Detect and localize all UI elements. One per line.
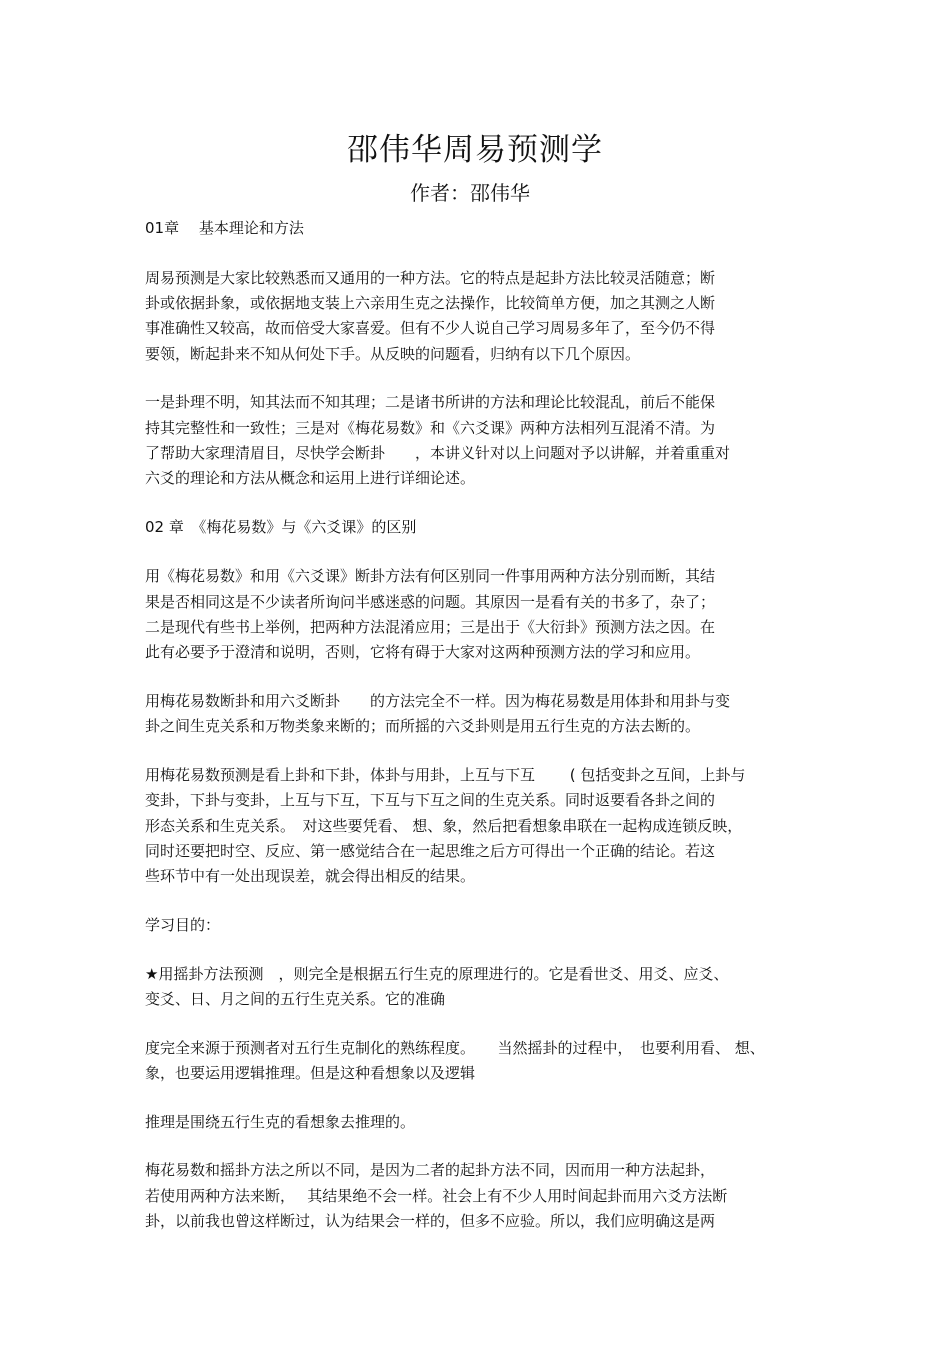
text-line: 度完全来源于预测者对五行生克制化的熟练程度。 当然摇卦的过程中， 也要利用看、 想、 xyxy=(145,1039,765,1057)
text-line: 用《梅花易数》和用《六爻课》断卦方法有何区别同一件事用两种方法分别而断，其结 xyxy=(145,567,716,585)
text-line: 变爻、日、月之间的五行生克关系。它的准确 xyxy=(145,990,446,1008)
text-line: 梅花易数和摇卦方法之所以不同，是因为二者的起卦方法不同，因而用一种方法起卦， xyxy=(145,1161,716,1179)
chapter-heading: 02 章 《梅花易数》与《六爻课》的区别 xyxy=(145,518,417,536)
text-line: 要领，断起卦来不知从何处下手。从反映的问题看，归纳有以下几个原因。 xyxy=(145,345,641,363)
text-line: 周易预测是大家比较熟悉而又通用的一种方法。它的特点是起卦方法比较灵活随意；断 xyxy=(145,269,716,287)
chapter-heading: 01章 基本理论和方法 xyxy=(145,219,304,237)
section-label: 学习目的： xyxy=(145,916,221,934)
text-line: 卦或依据卦象，或依据地支装上六亲用生克之法操作，比较简单方便，加之其测之人断 xyxy=(145,294,716,312)
text-line: 六爻的理论和方法从概念和运用上进行详细论述。 xyxy=(145,469,476,487)
text-line: 持其完整性和一致性；三是对《梅花易数》和《六爻课》两种方法相列互混淆不清。为 xyxy=(145,419,716,437)
text-line: 了帮助大家理清眉目，尽快学会断卦 ，本讲义针对以上问题对予以讲解，并着重重对 xyxy=(145,444,731,462)
text-line: 些环节中有一处出现误差，就会得出相反的结果。 xyxy=(145,867,476,885)
text-line: 二是现代有些书上举例，把两种方法混淆应用；三是出于《大衍卦》预测方法之因。在 xyxy=(145,618,716,636)
text-line: 一是卦理不明，知其法而不知其理；二是诸书所讲的方法和理论比较混乱，前后不能保 xyxy=(145,393,716,411)
text-line: 象，也要运用逻辑推理。但是这种看想象以及逻辑 xyxy=(145,1064,476,1082)
text-line: 用梅花易数断卦和用六爻断卦 的方法完全不一样。因为梅花易数是用体卦和用卦与变 xyxy=(145,692,731,710)
text-line: 形态关系和生克关系。 对这些要凭看、 想、象，然后把看想象串联在一起构成连锁反映， xyxy=(145,817,743,835)
text-line: 若使用两种方法来断， 其结果绝不会一样。社会上有不少人用时间起卦而用六爻方法断 xyxy=(145,1187,728,1205)
document-title: 邵伟华周易预测学 xyxy=(347,132,603,168)
text-line: 同时还要把时空、反应、第一感觉结合在一起思维之后方可得出一个正确的结论。若这 xyxy=(145,842,716,860)
text-line: 事准确性又较高，故而倍受大家喜爱。但有不少人说自己学习周易多年了，至今仍不得 xyxy=(145,319,716,337)
text-line: 用梅花易数预测是看上卦和下卦，体卦与用卦，上互与下互 ( 包括变卦之互间，上卦与 xyxy=(145,766,746,784)
text-line: 果是否相同这是不少读者所询问半感迷惑的问题。其原因一是看有关的书多了，杂了； xyxy=(145,593,716,611)
text-line: 此有必要予于澄清和说明，否则，它将有碍于大家对这两种预测方法的学习和应用。 xyxy=(145,643,701,661)
document-author: 作者：邵伟华 xyxy=(410,181,530,205)
text-line: 变卦，下卦与变卦，上互与下互，下互与下互之间的生克关系。同时返要看各卦之间的 xyxy=(145,791,716,809)
text-line: 卦之间生克关系和万物类象来断的；而所摇的六爻卦则是用五行生克的方法去断的。 xyxy=(145,717,701,735)
text-line: ★用摇卦方法预测 ，则完全是根据五行生克的原理进行的。它是看世爻、用爻、应爻、 xyxy=(145,965,729,983)
text-line: 卦，以前我也曾这样断过，认为结果会一样的，但多不应验。所以，我们应明确这是两 xyxy=(145,1212,716,1230)
text-line: 推理是围绕五行生克的看想象去推理的。 xyxy=(145,1113,416,1131)
